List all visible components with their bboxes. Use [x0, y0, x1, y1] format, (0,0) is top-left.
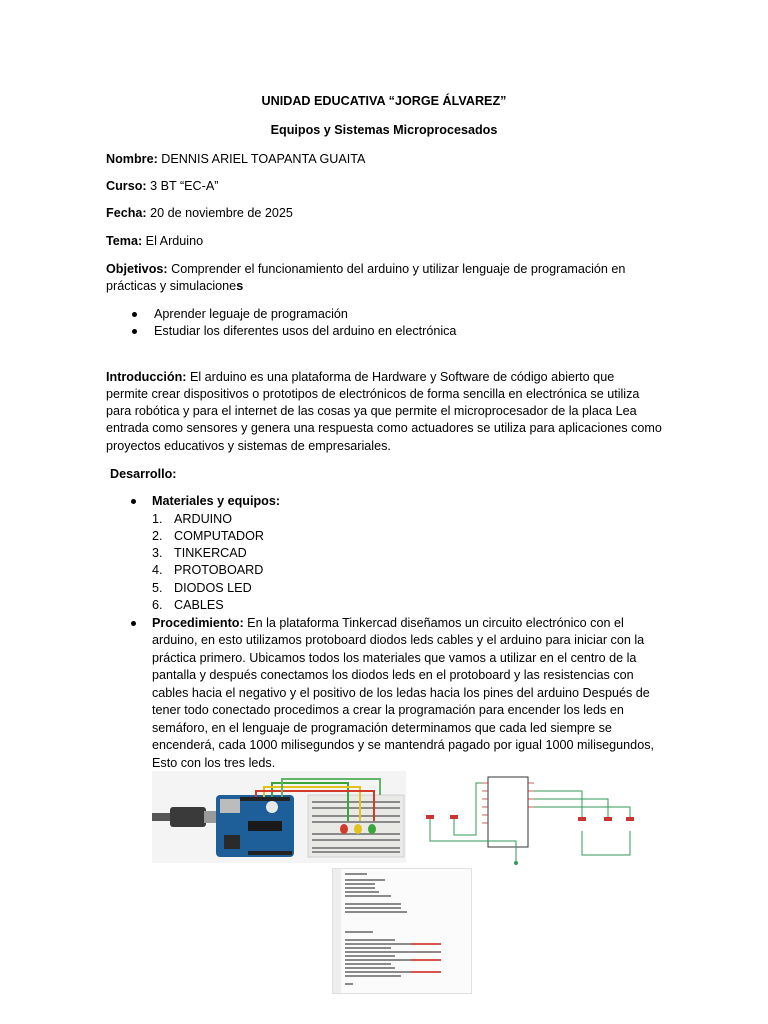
objetivos-line2	[106, 278, 243, 296]
material-item: DIODOS LED	[174, 581, 252, 595]
materiales-label: Materiales y equipos:	[152, 494, 281, 508]
objetivos-field	[106, 261, 625, 279]
fecha-value: 20 de noviembre de 2025	[146, 206, 293, 220]
intro-line-3: para robótica y para el internet de las cosas ya que permite el microprocesador de la placa Lea	[106, 404, 637, 418]
objetivos-value-line2a: prácticas y simulacione	[106, 279, 237, 293]
objective-item: Estudiar los diferentes usos del arduino en electrónica	[154, 324, 457, 338]
schematic-illustration	[416, 771, 654, 871]
proc-line-7: semáforo, en el lenguaje de programación determinamos que cada led siempre se	[152, 721, 612, 735]
bullet-icon	[132, 312, 137, 317]
bullet-icon	[131, 499, 136, 504]
proc-line-3: práctica primero. Ubicamos todos los materiales que vamos a utilizar en el centro de la	[152, 651, 637, 665]
proc-line-8: encenderá, cada 1000 milisegundos y se mantendrá pagado por igual 1000 milisegundos,	[152, 738, 654, 752]
code-illustration	[333, 869, 471, 993]
tema-label: Tema:	[106, 234, 143, 248]
nombre-value: DENNIS ARIEL TOAPANTA GUAITA	[157, 152, 366, 166]
bullet-icon	[131, 621, 136, 626]
school-title: UNIDAD EDUCATIVA “JORGE ÁLVAREZ”	[261, 94, 507, 108]
material-item: COMPUTADOR	[174, 529, 265, 543]
objective-item: Aprender leguaje de programación	[154, 307, 348, 321]
intro-line-1	[106, 369, 614, 387]
proc-text-1: En la plataforma Tinkercad diseñamos un circuito electrónico con el	[243, 616, 624, 630]
intro-text-1: El arduino es una plataforma de Hardware y Software de código abierto que	[186, 370, 615, 384]
desarrollo-label: Desarrollo:	[110, 467, 177, 481]
intro-line-5: proyectos educativos y sistemas de empresariales.	[106, 439, 391, 453]
curso-field	[106, 178, 218, 196]
proc-line-2: arduino, en esto utilizamos protoboard diodos leds cables y el arduino para iniciar con la	[152, 633, 645, 647]
curso-label: Curso:	[106, 179, 147, 193]
fecha-label: Fecha:	[106, 206, 147, 220]
code-listing-image	[332, 868, 472, 994]
objetivos-label: Objetivos:	[106, 262, 168, 276]
nombre-field	[106, 151, 365, 169]
material-item: ARDUINO	[174, 512, 233, 526]
procedimiento-label: Procedimiento:	[152, 616, 244, 630]
schematic-image	[416, 771, 654, 871]
intro-line-4: entrada como sensores y genera una respuesta como actuadores se utiliza para aplicaciones como	[106, 421, 662, 435]
list-number: 6.	[152, 598, 163, 612]
fecha-field	[106, 205, 293, 223]
tema-value: El Arduino	[142, 234, 204, 248]
intro-line-2: permite crear dispositivos o prototipos de electrónicos de forma sencilla en electrónica se utiliza	[106, 387, 640, 401]
list-number: 4.	[152, 563, 163, 577]
list-number: 3.	[152, 546, 163, 560]
objetivos-value-line2b: s	[236, 279, 244, 293]
bullet-icon	[132, 329, 137, 334]
list-number: 5.	[152, 581, 163, 595]
material-item: CABLES	[174, 598, 224, 612]
list-number: 1.	[152, 512, 163, 526]
proc-line-4: pantalla y después conectamos los diodos leds en el protoboard y las resistencias con	[152, 668, 634, 682]
curso-value: 3 BT “EC-A”	[146, 179, 219, 193]
proc-line-9: Esto con los tres leds.	[152, 756, 276, 770]
material-item: PROTOBOARD	[174, 563, 264, 577]
intro-label: Introducción:	[106, 370, 187, 384]
list-number: 2.	[152, 529, 163, 543]
tinkercad-circuit-image	[152, 771, 406, 863]
tema-field	[106, 233, 203, 251]
nombre-label: Nombre:	[106, 152, 158, 166]
material-item: TINKERCAD	[174, 546, 247, 560]
objetivos-value-line1: Comprender el funcionamiento del arduino y utilizar lenguaje de programación en	[167, 262, 626, 276]
proc-line-6: tener todo conectado procedimos a crear la programación para encender los leds en	[152, 703, 624, 717]
proc-line-5: cables hacia el negativo y el positivo de los ledas hacia los pines del arduino Después de	[152, 686, 650, 700]
circuit-illustration	[152, 771, 406, 863]
proc-line-1	[152, 615, 624, 633]
subject-title: Equipos y Sistemas Microprocesados	[270, 123, 498, 137]
